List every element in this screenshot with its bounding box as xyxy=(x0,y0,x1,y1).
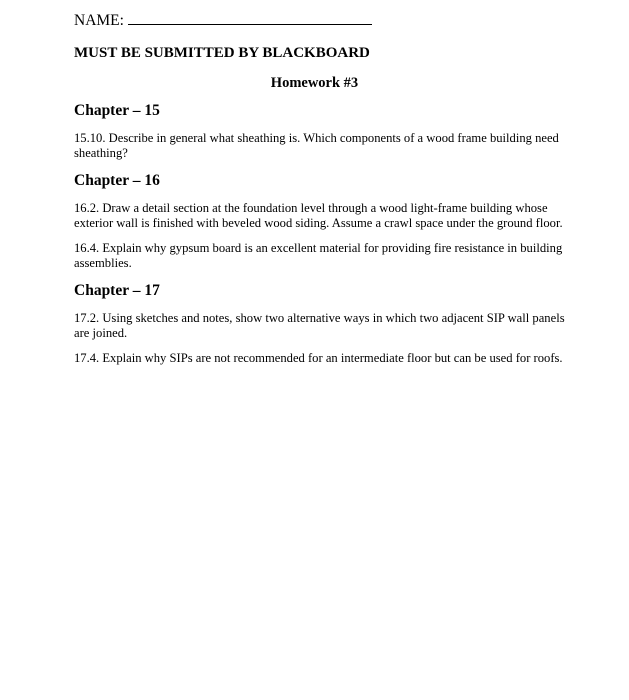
chapter-heading-16: Chapter – 16 xyxy=(74,172,160,189)
question-line: 16.2. Draw a detail section at the foundation level through a wood light-frame building whose xyxy=(74,201,548,215)
question-line: assemblies. xyxy=(74,255,132,270)
question-line: 15.10. Describe in general what sheathing is. Which components of a wood frame building need xyxy=(74,131,559,145)
question-16-2 xyxy=(74,201,564,230)
question-15-10 xyxy=(74,131,564,160)
chapter-heading-15: Chapter – 15 xyxy=(74,102,160,119)
question-line: 17.2. Using sketches and notes, show two alternative ways in which two adjacent SIP wall panels xyxy=(74,311,565,325)
name-blank-line xyxy=(128,9,372,25)
question-line: are joined. xyxy=(74,325,128,340)
name-field xyxy=(74,9,372,31)
question-17-2 xyxy=(74,311,564,340)
question-line: sheathing? xyxy=(74,145,128,160)
chapter-heading-17: Chapter – 17 xyxy=(74,282,160,299)
question-line: 17.4. Explain why SIPs are not recommended for an intermediate floor but can be used for roofs. xyxy=(74,351,563,365)
question-line: exterior wall is finished with beveled wood siding. Assume a crawl space under the ground floor. xyxy=(74,215,563,230)
name-label: NAME: xyxy=(74,12,124,29)
question-16-4 xyxy=(74,241,564,270)
submission-note: MUST BE SUBMITTED BY BLACKBOARD xyxy=(74,45,370,61)
question-17-4 xyxy=(74,351,564,366)
homework-title: Homework #3 xyxy=(270,75,359,91)
question-line: 16.4. Explain why gypsum board is an excellent material for providing fire resistance in building xyxy=(74,241,563,255)
